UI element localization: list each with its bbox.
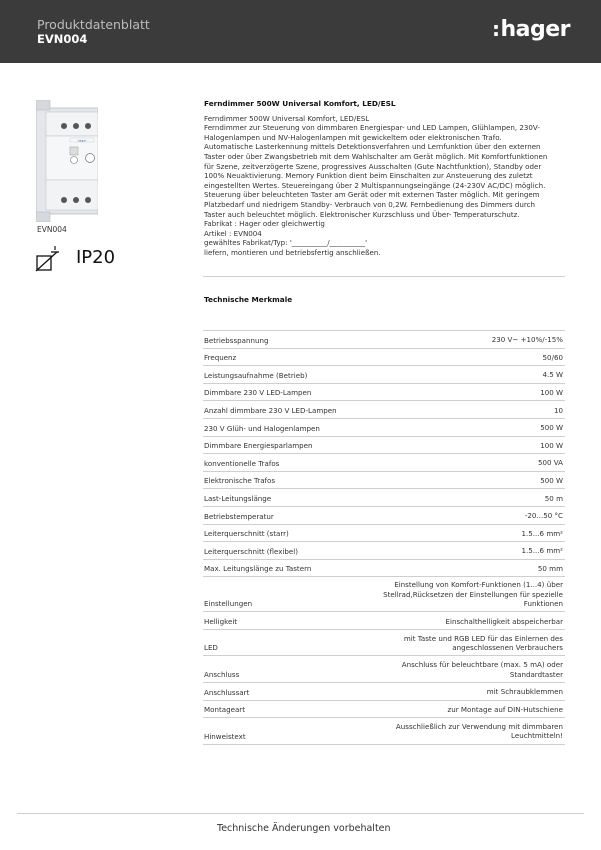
spec-row [203, 331, 565, 349]
spec-value-line: Standardtaster [509, 669, 563, 679]
spec-key: Elektronische Trafos [204, 476, 276, 486]
footer-divider [17, 813, 584, 814]
spec-row [203, 612, 565, 630]
spec-value: 10 [553, 405, 563, 415]
spec-key: Leistungsaufnahme (Betrieb) [204, 370, 308, 380]
device-brand-label: hager [77, 138, 87, 143]
spec-key: Betriebsspannung [204, 335, 269, 345]
spec-key: 230 V Glüh- und Halogenlampen [204, 423, 320, 433]
description-line: für Szene, zeitverzögerte Szene, progressives Ausschalten (Gute Nachtfunktion), Standby oder [204, 161, 542, 171]
spec-value: 500 VA [537, 458, 563, 468]
description-line: liefern, montieren und betriebsfertig anschließen. [204, 247, 381, 257]
spec-key: Max. Leitungslänge zu Tastern [204, 564, 312, 574]
spec-row [203, 384, 565, 402]
specs-section-title: Technische Merkmale [204, 295, 293, 304]
spec-row [203, 630, 565, 657]
description-line: Fabrikat : Hager oder gleichwertig [204, 219, 325, 229]
spec-value: 4.5 W [542, 370, 563, 380]
header-subtitle: Produktdatenblatt [37, 17, 150, 32]
description-line: Platzbedarf und niedrigem Standby- Verbrauch von 0,2W. Fernbedienung des Dimmers durch [204, 199, 536, 209]
section-divider [203, 276, 565, 277]
spec-row [203, 577, 565, 612]
hager-logo: :hager [492, 17, 571, 42]
spec-value-line: Anschluss für beleuchtbare (max. 5 mA) oder [401, 660, 563, 670]
spec-row [203, 437, 565, 455]
product-description [204, 99, 574, 258]
spec-row [203, 560, 565, 578]
spec-value: zur Montage auf DIN-Hutschiene [447, 704, 563, 714]
spec-key: Last-Leitungslänge [204, 493, 272, 503]
spec-key: Leiterquerschnitt (flexibel) [204, 546, 299, 556]
spec-key: Einstellungen [204, 599, 253, 609]
spec-row [203, 489, 565, 507]
spec-row [203, 701, 565, 719]
spec-value-line: Einstellung von Komfort-Funktionen (1...4) über [394, 580, 563, 590]
spec-value: 100 W [540, 387, 563, 397]
spec-value: 500 W [540, 423, 563, 433]
spec-value-line: Ausschließlich zur Verwendung mit dimmbaren [395, 721, 563, 731]
spec-key: Dimmbare 230 V LED-Lampen [204, 388, 312, 398]
description-line: Artikel : EVN004 [204, 228, 262, 238]
spec-key: Anzahl dimmbare 230 V LED-Lampen [204, 405, 337, 415]
description-line: Ferndimmer zur Steuerung von dimmbaren Energiespar- und LED Lampen, Glühlampen, 230V- [204, 123, 540, 133]
description-line: gewähltes Fabrikat/Typ: '__________/__________' [204, 238, 368, 248]
spec-key: Hinweistext [204, 731, 246, 741]
spec-row [203, 542, 565, 560]
spec-value: mit Schraubklemmen [486, 687, 563, 697]
spec-value: -20...50 °C [524, 511, 563, 521]
spec-value: 1.5...6 mm² [521, 546, 563, 556]
spec-value: 50/60 [542, 352, 563, 362]
spec-key: Anschlussart [204, 687, 250, 697]
spec-value [396, 722, 565, 744]
spec-value: Einschalthelligkeit abspeicherbar [445, 616, 563, 626]
spec-value: 50 mm [537, 563, 563, 573]
spec-key: LED [204, 643, 218, 653]
description-line: Automatische Lasterkennung mittels Detektionsverfahren und Lernfunktion über den externen [204, 142, 541, 152]
spec-row [203, 454, 565, 472]
header-product-code: EVN004 [37, 32, 88, 46]
spec-row [203, 525, 565, 543]
page-header [0, 0, 601, 63]
spec-key: Betriebstemperatur [204, 511, 274, 521]
spec-key: Leiterquerschnitt (starr) [204, 529, 289, 539]
description-line: Steuerung über beleuchteten Taster am Gerät oder mit externen Taster möglich. Mit geringem [204, 190, 540, 200]
din-rail-dimmer-device-icon [36, 100, 98, 222]
spec-value-line: mit Taste und RGB LED für das Einlernen des [403, 633, 563, 643]
spec-row [203, 366, 565, 384]
spec-row [203, 718, 565, 745]
spec-row [203, 401, 565, 419]
spec-value: 500 W [540, 475, 563, 485]
spec-key: Helligkeit [204, 616, 238, 626]
spec-key: Montageart [204, 705, 245, 715]
description-line: Taster auch beleuchtet möglich. Elektronischer Kurzschluss und Über- Temperaturschutz. [204, 209, 520, 219]
description-line: Halogenlampen und NV-Halogenlampen mit gewickeltem oder elektronischen Trafo. [204, 132, 502, 142]
ip-protection-symbol-icon [33, 244, 63, 274]
logo-text: hager [500, 17, 571, 42]
description-line: Ferndimmer 500W Universal Komfort, LED/ESL [204, 113, 370, 123]
spec-value-line: Stellrad,Rücksetzen der Einstellungen für spezielle [383, 589, 563, 599]
spec-row [203, 683, 565, 701]
spec-value: 100 W [540, 440, 563, 450]
description-line: Taster oder über Zwangsbetrieb mit dem Wahlschalter am Gerät möglich. Mit Komfortfunktionen [204, 151, 548, 161]
spec-key: Frequenz [204, 353, 237, 363]
spec-value-line: angeschlossenen Verbrauchers [452, 643, 563, 652]
spec-key: konventionelle Trafos [204, 458, 280, 468]
spec-row [203, 507, 565, 525]
spec-value: 50 m [544, 493, 563, 503]
product-title: Ferndimmer 500W Universal Komfort, LED/ESL [204, 99, 396, 108]
product-code-label: EVN004 [37, 225, 67, 234]
ip-rating: IP20 [76, 247, 116, 268]
spec-key: Dimmbare Energiesparlampen [204, 441, 313, 451]
spec-value-line: Leuchtmitteln! [511, 731, 563, 741]
spec-value [383, 580, 565, 611]
spec-value: 1.5...6 mm² [521, 528, 563, 538]
spec-row [203, 349, 565, 367]
spec-row [203, 419, 565, 437]
spec-value [404, 634, 565, 656]
spec-value: 230 V~ +10%/-15% [491, 335, 563, 345]
description-line: eingestellten Wertes. Steuereingang über 2 Multispannungseingänge (24-230V AC/DC) möglich. [204, 180, 546, 190]
spec-value [402, 660, 565, 682]
footer-note: Technische Änderungen vorbehalten [217, 823, 391, 834]
description-line: 100% Neuaktivierung. Memory Funktion dient beim Einschalten zur Ansteuerung des zuletzt [204, 171, 533, 181]
spec-value-line: Funktionen [523, 598, 563, 608]
spec-row [203, 656, 565, 683]
spec-row [203, 472, 565, 490]
specs-table [203, 330, 565, 745]
spec-key: Anschluss [204, 669, 240, 679]
